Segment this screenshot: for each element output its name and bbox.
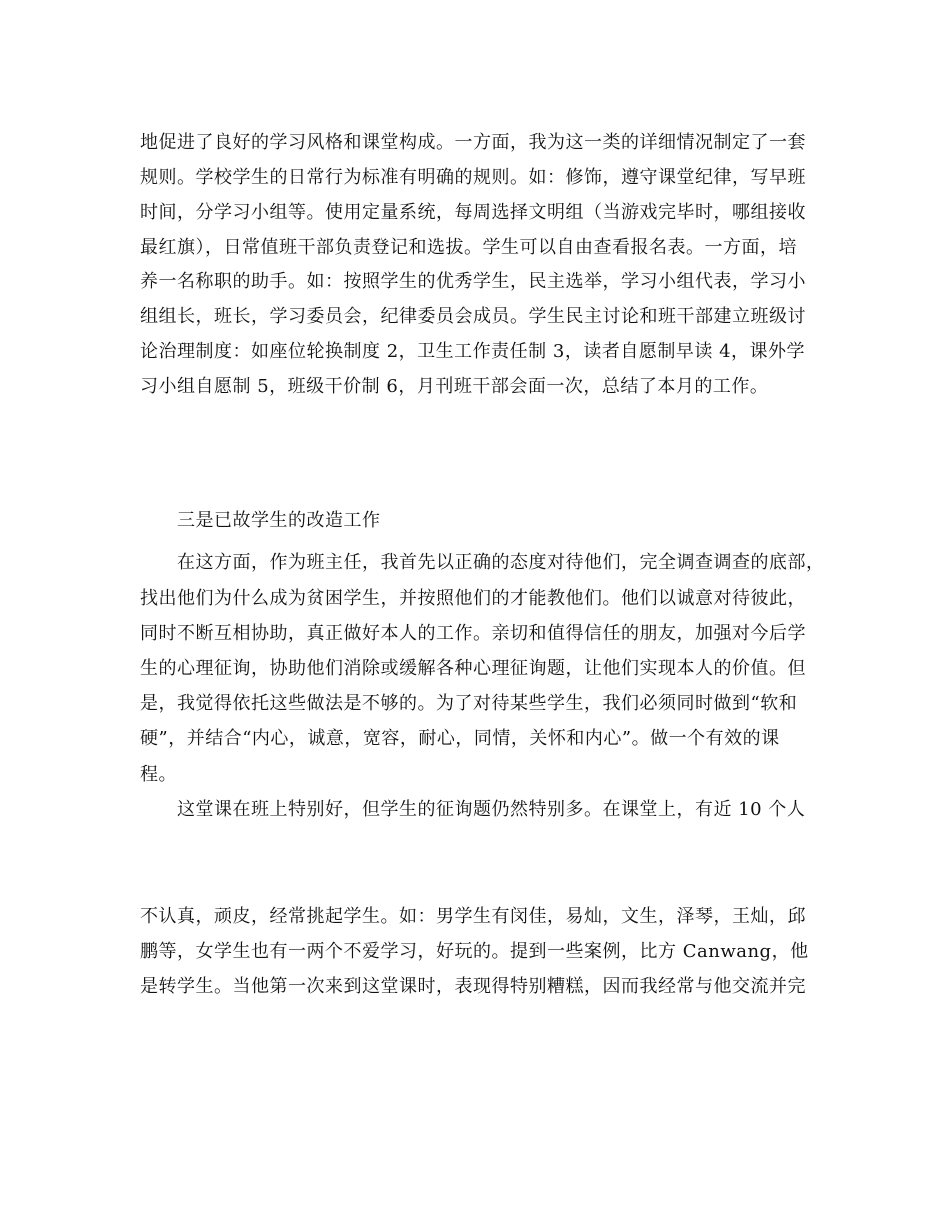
paragraph-line: 是转学生。当他第一次来到这堂课时，表现得特别糟糕，因而我经常与他交流并完 (140, 976, 806, 997)
paragraph-line: 鹏等，女学生也有一两个不爱学习，好玩的。提到一些案例，比方 Canwang，他 (140, 941, 809, 962)
paragraph-line: 不认真，顽皮，经常挑起学生。如：男学生有闵佳，易灿，文生，泽琴，王灿，邱 (140, 906, 806, 927)
paragraph-line: 是，我觉得依托这些做法是不够的。为了对待某些学生，我们必须同时做到“软和 (140, 693, 798, 714)
section-heading: 三是已故学生的改造工作 (177, 510, 381, 531)
paragraph-line: 习小组自愿制 5，班级干价制 6，月刊班干部会面一次，总结了本月的工作。 (140, 376, 769, 397)
paragraph-line: 最红旗），日常值班干部负责登记和选拔。学生可以自由查看报名表。一方面，培 (140, 237, 797, 258)
paragraph-line: 找出他们为什么成为贫困学生，并按照他们的才能教他们。他们以诚意对待彼此， (140, 588, 806, 609)
paragraph-line: 硬”，并结合“内心，诚意，宽容，耐心，同情，关怀和内心”。做一个有效的课 (140, 728, 780, 749)
paragraph-line: 地促进了良好的学习风格和课堂构成。一方面，我为这一类的详细情况制定了一套 (140, 132, 806, 153)
paragraph-line: 在这方面，作为班主任，我首先以正确的态度对待他们，完全调查调查的底部， (177, 552, 825, 573)
paragraph-line: 时间，分学习小组等。使用定量系统，每周选择文明组（当游戏完毕时，哪组接收 (140, 202, 806, 223)
paragraph-line: 这堂课在班上特别好，但学生的征询题仍然特别多。在课堂上，有近 10 个人 (177, 799, 806, 820)
paragraph-line: 生的心理征询，协助他们消除或缓解各种心理征询题，让他们实现本人的价值。但 (140, 658, 806, 679)
paragraph-line: 规则。学校学生的日常行为标准有明确的规则。如：修饰，遵守课堂纪律，写早班 (140, 167, 806, 188)
paragraph-line: 养一名称职的助手。如：按照学生的优秀学生，民主选举，学习小组代表，学习小 (140, 271, 806, 292)
paragraph-line: 论治理制度：如座位轮换制度 2，卫生工作责任制 3，读者自愿制早读 4，课外学 (140, 341, 806, 362)
paragraph-line: 同时不断互相协助，真正做好本人的工作。亲切和值得信任的朋友，加强对今后学 (140, 623, 806, 644)
paragraph-line: 程。 (140, 764, 177, 785)
paragraph-line: 组组长，班长，学习委员会，纪律委员会成员。学生民主讨论和班干部建立班级讨 (140, 306, 806, 327)
